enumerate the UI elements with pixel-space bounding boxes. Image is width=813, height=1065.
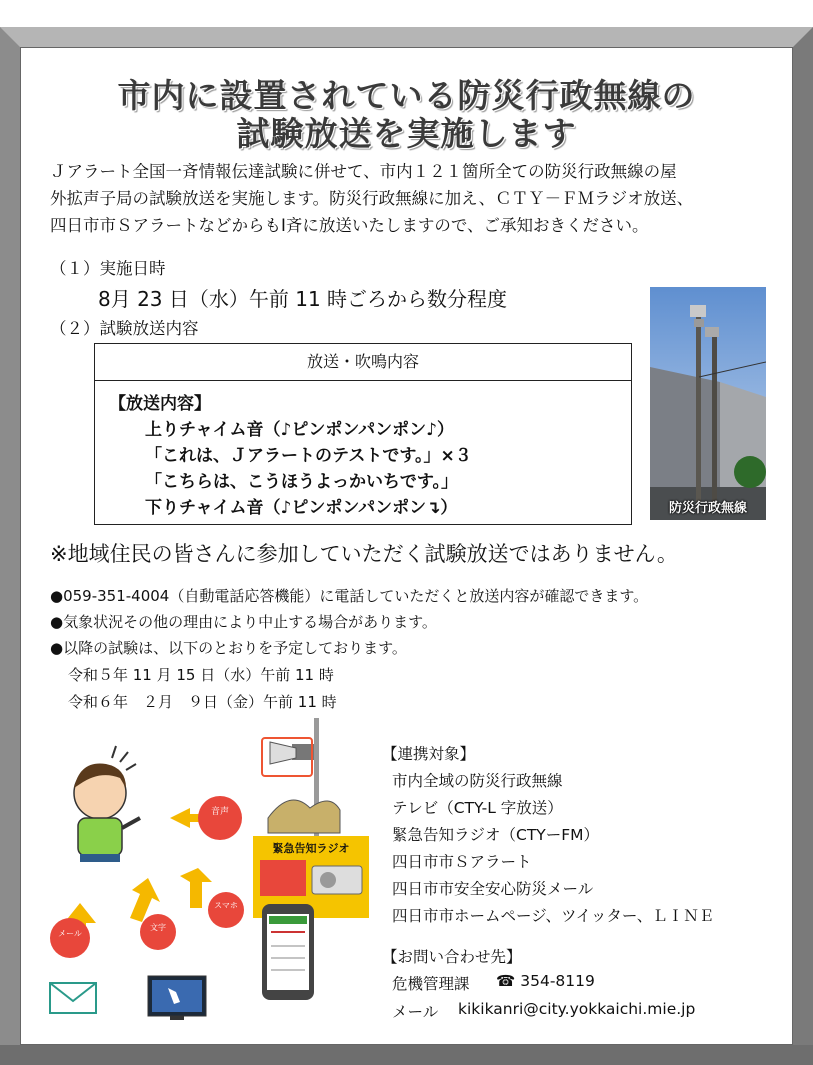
svg-text:スマホ: スマホ <box>214 901 238 910</box>
svg-text:音声: 音声 <box>210 807 230 817</box>
inquiry-phone: ☎ 354-8119 <box>496 972 595 990</box>
bubble-sound-icon <box>198 796 242 840</box>
content-line: 上りチャイム音（♪ピンポンパンポン♪） <box>145 420 454 440</box>
content-line: 下りチャイム音（♪ピンポンパンポン↴） <box>145 498 458 518</box>
intro-line: 四日市市ＳアラートなどからもⅠ斉に放送いたしますので、ご承知おきください。 <box>50 216 649 235</box>
bubble-text-icon <box>140 914 176 950</box>
frame-bevel-top <box>0 27 813 47</box>
content-line: 「こちらは、こうほうよっかいちです。」 <box>145 472 458 492</box>
bullet-item: ●気象状況その他の理由により中止する場合があります。 <box>50 613 437 631</box>
linked-item: 四日市市ホームページ、ツイッター、ＬＩＮＥ <box>392 907 715 925</box>
intro-line: Ｊアラート全国一斉情報伝達試験に併せて、市内１２１箇所全ての防災行政無線の屋 <box>50 162 677 181</box>
smartphone-icon <box>262 904 314 1000</box>
schedule-item: 令和６年 ２月 ９日（金）午前 11 時 <box>68 693 337 711</box>
linked-heading: 【連携対象】 <box>382 745 476 763</box>
inquiry-mail-label: メール <box>392 1003 439 1021</box>
bullet-item: ●059-351-4004（自動電話応答機能）に電話していただくと放送内容が確認できます。 <box>50 587 649 605</box>
frame-bevel-bottom <box>0 1045 813 1065</box>
inquiry-heading: 【お問い合わせ先】 <box>382 948 522 966</box>
linked-item: 緊急告知ラジオ（CTYーFM） <box>392 826 600 844</box>
photo-caption: 防災行政無線 <box>668 501 747 516</box>
person-icon <box>74 746 140 862</box>
svg-text:メール: メール <box>58 929 82 938</box>
event-date: 8月 23 日（水）午前 11 時ごろから数分程度 <box>98 287 508 311</box>
linked-item: テレビ（CTY-L 字放送） <box>392 799 563 817</box>
frame-bevel-left <box>0 27 20 1065</box>
intro-paragraph <box>50 158 775 239</box>
intro-line: 外拡声子局の試験放送を実施します。防災行政無線に加え、ＣＴＹ－ＦＭラジオ放送、 <box>50 189 694 208</box>
svg-text:緊急告知ラジオ: 緊急告知ラジオ <box>272 842 350 855</box>
linked-item: 四日市市安全安心防災メール <box>392 880 594 898</box>
tower-illustration <box>650 287 766 520</box>
section1-heading: （１）実施日時 <box>50 259 166 278</box>
alert-channels-illustration <box>40 718 370 1028</box>
bullet-item: ●以降の試験は、以下のとおりを予定しております。 <box>50 639 407 657</box>
title-line-1: 市内に設置されている防災行政無線の <box>117 76 696 115</box>
svg-text:文字: 文字 <box>150 923 166 932</box>
frame-bevel-right <box>793 27 813 1065</box>
content-line: 「これは、Ｊアラートのテストです。」×３ <box>145 446 472 466</box>
table-header: 放送・吹鳴内容 <box>95 344 631 381</box>
mail-icon <box>50 983 96 1013</box>
linked-item: 四日市市Ｓアラート <box>392 853 532 871</box>
notice-text: ※地域住民の皆さんに参加していただく試験放送ではありません。 <box>50 542 678 566</box>
inquiry-mail[interactable]: kikikanri@city.yokkaichi.mie.jp <box>458 1000 696 1018</box>
broadcast-content-table <box>94 343 632 525</box>
content-label: 【放送内容】 <box>109 394 211 414</box>
siren-tower-photo <box>650 287 766 520</box>
inquiry-dept: 危機管理課 <box>392 975 470 993</box>
schedule-item: 令和５年 11 月 15 日（水）午前 11 時 <box>68 666 334 684</box>
title-line-2: 試験放送を実施します <box>236 114 577 153</box>
bubble-mail-icon <box>50 918 90 958</box>
section2-heading: （２）試験放送内容 <box>50 319 199 338</box>
linked-item: 市内全域の防災行政無線 <box>392 772 563 790</box>
tv-icon <box>148 976 206 1020</box>
bubble-phone-icon <box>208 892 244 928</box>
